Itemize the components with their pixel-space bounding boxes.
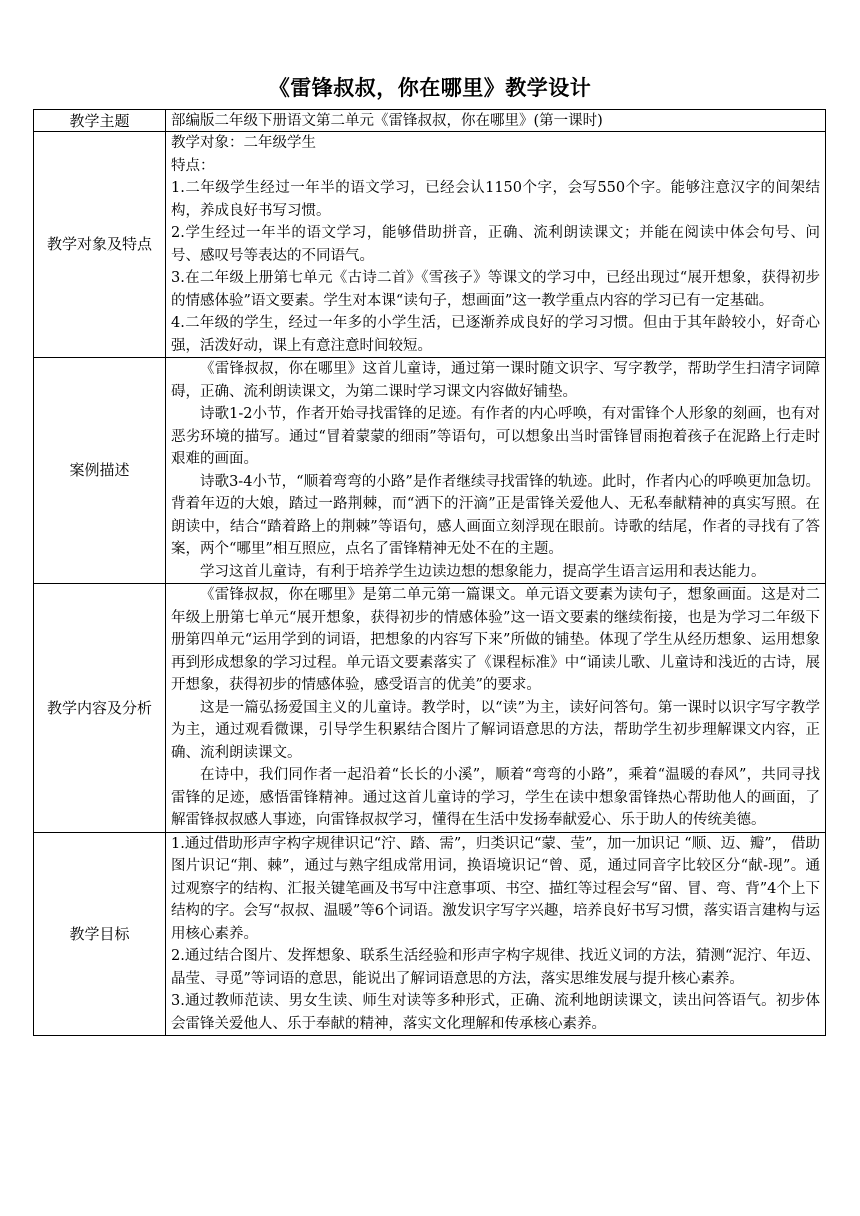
students-line: 3.在二年级上册第七单元《古诗二首》《雪孩子》等课文的学习中，已经出现过“展开想象，获得初步的情感体验”语文要素。学生对本课“读句子，想画面”这一教学重点内容的学习已有一定基础。: [171, 270, 820, 309]
row-analysis: [34, 584, 826, 833]
analysis-paragraph: 在诗中，我们同作者一起沿着“长长的小溪”，顺着“弯弯的小路”，乘着“温暖的春风”，共同寻找雷锋的足迹，感悟雷锋精神。通过这首儿童诗的学习，学生在读中想象雷锋热心帮助他人的画面，了解雷锋叔叔感人事迹，向雷锋叔叔学习，懂得在生活中发扬奉献爱心、乐于助人的传统美德。: [171, 767, 820, 828]
students-label: 教学对象及特点: [34, 132, 166, 358]
row-theme: [34, 110, 826, 132]
students-line: 1.二年级学生经过一年半的语文学习，已经会认1150个字，会写550个字。能够注意汉字的间架结构，养成良好书写习惯。: [171, 180, 820, 219]
row-students: [34, 132, 826, 358]
theme-content: 部编版二年级下册语文第二单元《雷锋叔叔，你在哪里》(第一课时): [166, 110, 826, 132]
case-paragraph: 诗歌3-4小节，“顺着弯弯的小路”是作者继续寻找雷锋的轨迹。此时，作者内心的呼唤更加急切。背着年迈的大娘，踏过一路荆棘，而“洒下的汗滴”正是雷锋关爱他人、无私奉献精神的真实写照。在朗读中，结合“踏着路上的荆棘”等语句，感人画面立刻浮现在眼前。诗歌的结尾，作者的寻找有了答案，两个“哪里”相互照应，点名了雷锋精神无处不在的主题。: [171, 473, 820, 557]
case-content: [166, 358, 826, 584]
row-case: [34, 358, 826, 584]
case-paragraph: 学习这首儿童诗，有利于培养学生边读边想的想象能力，提高学生语言运用和表达能力。: [200, 563, 766, 580]
analysis-paragraph: 这是一篇弘扬爱国主义的儿童诗。教学时，以“读”为主，读好问答句。第一课时以识字写字教学为主，通过观看微课，引导学生积累结合图片了解词语意思的方法，帮助学生初步理解课文内容，正确、流利朗读课文。: [171, 699, 820, 761]
case-paragraph: 《雷锋叔叔，你在哪里》这首儿童诗，通过第一课时随文识字、写字教学，帮助学生扫清字词障碍，正确、流利朗读课文，为第二课时学习课文内容做好铺垫。: [171, 361, 820, 400]
goals-line: 1.通过借助形声字构字规律识记“泞、踏、需”，归类识记“蒙、莹”，加一加识记 “顺、迈、瓣”， 借助图片识记“荆、棘”，通过与熟字组成常用词，换语境识记“曾、觅，通过同音字比较区分“献-现”。通过观察字的结构、汇报关键笔画及书写中注意事项、书空、描红等过程会写“留、冒、弯、背”4个上下结构的字。会写“叔叔、温暖”等6个词语。激发识字写字兴趣，培养良好书写习惯，落实语言建构与运用核心素养。: [171, 835, 820, 942]
row-goals: [34, 832, 826, 1036]
analysis-content: [166, 584, 826, 833]
students-line: 4.二年级的学生，经过一年多的小学生活，已逐渐养成良好的学习习惯。但由于其年龄较小，好奇心强，活泼好动，课上有意注意时间较短。: [171, 315, 820, 354]
students-content: [166, 132, 826, 358]
students-line: 2.学生经过一年半的语文学习，能够借助拼音，正确、流利朗读课文；并能在阅读中体会句号、问号、感叹号等表达的不同语气。: [171, 225, 820, 264]
students-line: 特点：: [171, 157, 215, 174]
goals-line: 3.通过教师范读、男女生读、师生对读等多种形式，正确、流利地朗读课文，读出问答语气。初步体会雷锋关爱他人、乐于奉献的精神，落实文化理解和传承核心素养。: [171, 993, 820, 1032]
lesson-plan-table: [33, 109, 826, 1036]
case-label: 案例描述: [34, 358, 166, 584]
students-line: 教学对象：二年级学生: [171, 135, 316, 151]
page-title: 《雷锋叔叔，你在哪里》教学设计: [268, 76, 592, 100]
goals-content: [166, 832, 826, 1036]
case-paragraph: 诗歌1-2小节，作者开始寻找雷锋的足迹。有作者的内心呼唤，有对雷锋个人形象的刻画，也有对恶劣环境的描写。通过“冒着蒙蒙的细雨”等语句，可以想象出当时雷锋冒雨抱着孩子在泥路上行走时艰难的画面。: [171, 406, 820, 467]
goals-line: 2.通过结合图片、发挥想象、联系生活经验和形声字构字规律、找近义词的方法，猜测“泥泞、年迈、晶莹、寻觅”等词语的意思，能说出了解词语意思的方法，落实思维发展与提升核心素养。: [171, 948, 820, 987]
analysis-paragraph: 《雷锋叔叔，你在哪里》是第二单元第一篇课文。单元语文要素为读句子，想象画面。这是对二年级上册第七单元“展开想象，获得初步的情感体验”这一语文要素的继续衔接，也是为学习二年级下册第四单元“运用学到的词语，把想象的内容写下来”所做的铺垫。体现了学生从经历想象、运用想象再到形成想象的学习过程。单元语文要素落实了《课程标准》中“诵读儿歌、儿童诗和浅近的古诗，展开想象，获得初步的情感体验，感受语言的优美”的要求。: [171, 587, 820, 693]
goals-label: 教学目标: [34, 832, 166, 1036]
theme-label: 教学主题: [34, 110, 166, 132]
analysis-label: 教学内容及分析: [34, 584, 166, 833]
